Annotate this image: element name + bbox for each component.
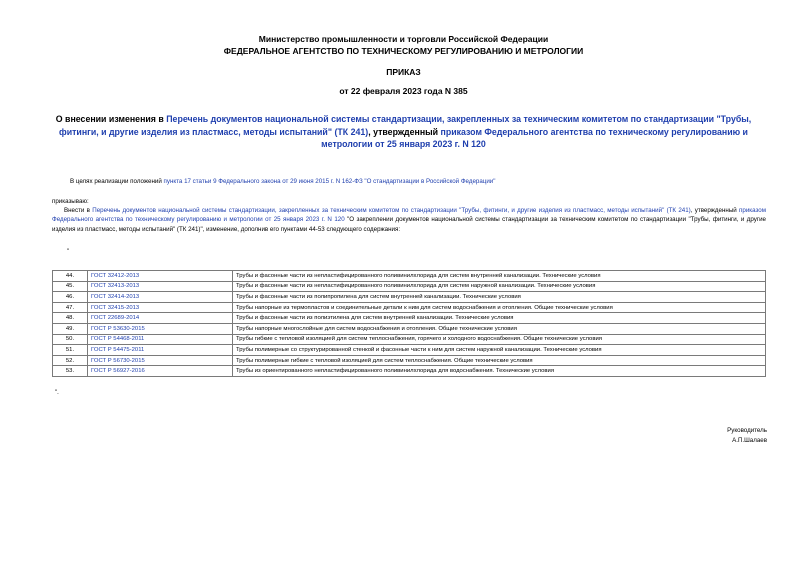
- row-number: 51.: [53, 345, 88, 356]
- quote-close: ".: [55, 390, 59, 396]
- standard-code-link[interactable]: ГОСТ 22689-2014: [91, 315, 140, 322]
- table-row: [53, 366, 766, 377]
- subject-prefix: О внесении изменения в: [55, 114, 167, 124]
- signature-role: Руководитель: [727, 427, 767, 434]
- row-number: 52.: [53, 355, 88, 366]
- subject-link-list[interactable]: Перечень документов национальной системы стандартизации, закрепленных за техническим комитетом по стандартизации "Трубы, фитинги, и другие изделия из пластмасс, методы испытаний" (ТК 241): [59, 114, 752, 137]
- document-subject: [52, 113, 755, 151]
- document-date: от 22 февраля 2023 года N 385: [339, 86, 468, 96]
- standard-code-cell: [88, 345, 233, 356]
- table-row: [53, 345, 766, 356]
- standard-code-link[interactable]: ГОСТ Р 54475-2011: [91, 346, 145, 353]
- table-row: [53, 313, 766, 324]
- row-number: 47.: [53, 302, 88, 313]
- table-row: [53, 323, 766, 334]
- standard-code-cell: [88, 281, 233, 292]
- signature-name: А.П.Шалаев: [732, 437, 767, 444]
- law-link[interactable]: пункта 17 статьи 9 Федерального закона от 29 июня 2015 г. N 162-ФЗ "О стандартизации в Российской Федерации": [163, 178, 496, 185]
- ministry-name: Министерство промышленности и торговли Российской Федерации: [258, 34, 549, 44]
- table-row: [53, 355, 766, 366]
- standard-code-link[interactable]: ГОСТ 32414-2013: [91, 293, 140, 300]
- standard-title: Трубы из ориентированного непластифицированного поливинилхлорида для водоснабжения. Технические условия: [233, 366, 766, 377]
- table-row: [53, 292, 766, 303]
- standards-table: [52, 270, 766, 377]
- standard-code-cell: [88, 292, 233, 303]
- standard-code-cell: [88, 323, 233, 334]
- subject-link-order[interactable]: приказом Федерального агентства по техническому регулированию и метрологии от 25 января 2023 г. N 120: [321, 126, 748, 149]
- row-number: 46.: [53, 292, 88, 303]
- amendment-prefix: Внести в: [64, 207, 93, 214]
- standard-code-link[interactable]: ГОСТ Р 54468-2011: [91, 336, 145, 343]
- standard-title: Трубы напорные из термопластов и соединительные детали к ним для систем водоснабжения и отопления. Общие технические условия: [233, 302, 766, 313]
- table-row: [53, 271, 766, 282]
- paragraph-order: приказываю:: [52, 198, 89, 205]
- standard-title: Трубы полимерные со структурированной стенкой и фасонные части к ним для систем наружной канализации. Технические условия: [233, 345, 766, 356]
- standard-code-cell: [88, 366, 233, 377]
- row-number: 45.: [53, 281, 88, 292]
- standard-code-link[interactable]: ГОСТ Р 53630-2015: [91, 325, 145, 332]
- standard-code-cell: [88, 302, 233, 313]
- standard-code-link[interactable]: ГОСТ 32412-2013: [91, 272, 140, 279]
- quote-open: ": [67, 249, 70, 255]
- standard-code-link[interactable]: ГОСТ 32413-2013: [91, 283, 140, 290]
- row-number: 44.: [53, 271, 88, 282]
- row-number: 50.: [53, 334, 88, 345]
- amendment-suffix: "О закреплении документов национальной системы стандартизации за техническим комитетом по стандартизации "Трубы, фитинги, и другие изделия из пластмасс, методы испытаний" (ТК 241)", изменение, дополнив его пунктами 44-53 следующего содержания:: [52, 216, 766, 233]
- paragraph-amendment: [52, 206, 766, 234]
- standard-title: Трубы полимерные гибкие с тепловой изоляцией для систем теплоснабжения. Общие технические условия: [233, 355, 766, 366]
- standard-title: Трубы и фасонные части из полипропилена для систем внутренней канализации. Технические условия: [233, 292, 766, 303]
- standard-title: Трубы и фасонные части из непластифицированного поливинилхлорида для систем внутренней канализации. Технические условия: [233, 271, 766, 282]
- table-row: [53, 302, 766, 313]
- amendment-middle: , утвержденный: [690, 207, 740, 214]
- agency-name: ФЕДЕРАЛЬНОЕ АГЕНТСТВО ПО ТЕХНИЧЕСКОМУ РЕГУЛИРОВАНИЮ И МЕТРОЛОГИИ: [223, 46, 584, 56]
- standard-code-cell: [88, 313, 233, 324]
- standard-title: Трубы и фасонные части из полиэтилена для систем внутренней канализации. Технические условия: [233, 313, 766, 324]
- table-row: [53, 281, 766, 292]
- standard-title: Трубы и фасонные части из непластифицированного поливинилхлорида для систем наружной канализации. Технические условия: [233, 281, 766, 292]
- document-type: ПРИКАЗ: [386, 67, 421, 77]
- purpose-prefix: В целях реализации положений: [70, 178, 164, 185]
- standard-code-link[interactable]: ГОСТ Р 56927-2016: [91, 368, 145, 375]
- row-number: 48.: [53, 313, 88, 324]
- standard-title: Трубы напорные многослойные для систем водоснабжения и отопления. Общие технические условия: [233, 323, 766, 334]
- paragraph-purpose: [70, 177, 495, 186]
- standard-code-link[interactable]: ГОСТ 32415-2013: [91, 304, 140, 311]
- standard-code-link[interactable]: ГОСТ Р 56730-2015: [91, 357, 145, 364]
- amendment-link-order[interactable]: приказом Федерального агентства по техническому регулированию и метрологии от 25 января 2023 г. N 120: [52, 207, 766, 224]
- row-number: 53.: [53, 366, 88, 377]
- standard-code-cell: [88, 355, 233, 366]
- standard-code-cell: [88, 271, 233, 282]
- row-number: 49.: [53, 323, 88, 334]
- table-row: [53, 334, 766, 345]
- standard-code-cell: [88, 334, 233, 345]
- subject-middle: , утвержденный: [368, 126, 441, 137]
- amendment-link-list[interactable]: Перечень документов национальной системы стандартизации, закрепленных за техническим комитетом по стандартизации "Трубы, фитинги, и другие изделия из пластмасс, методы испытаний" (ТК 241): [92, 207, 691, 214]
- standard-title: Трубы гибкие с тепловой изоляцией для систем теплоснабжения, горячего и холодного водоснабжения. Общие технические условия: [233, 334, 766, 345]
